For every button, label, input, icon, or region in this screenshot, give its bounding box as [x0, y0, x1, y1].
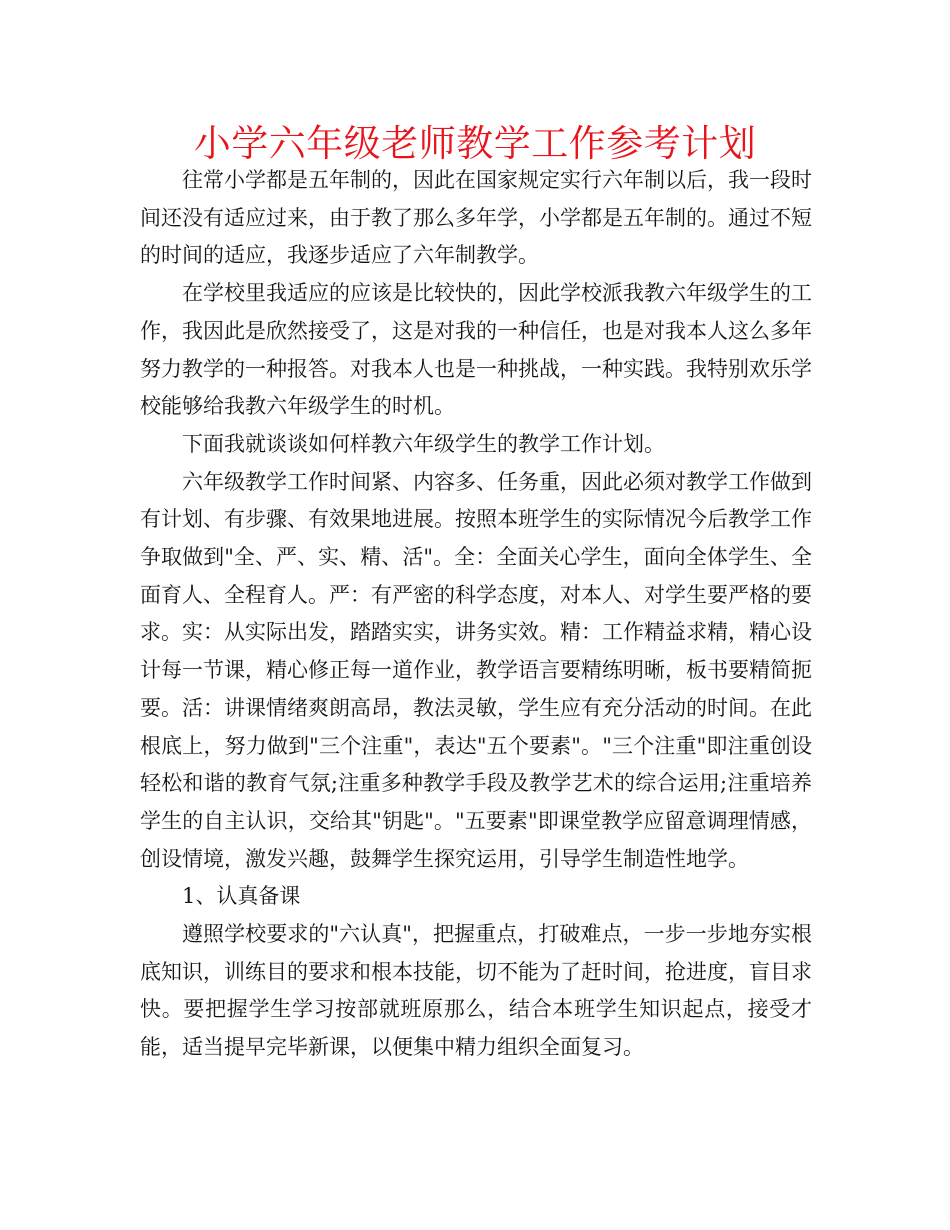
- paragraph-intro: 往常小学都是五年制的，因此在国家规定实行六年制以后，我一段时间还没有适应过来，由于教了那么多年学，小学都是五年制的。通过不短的时间的适应，我逐步适应了六年制教学。: [140, 168, 812, 268]
- paragraph-principles: 六年级教学工作时间紧、内容多、任务重，因此必须对教学工作做到有计划、有步骤、有效果地进展。按照本班学生的实际情况今后教学工作争取做到"全、严、实、精、活"。全：全面关心学生，面向全体学生、全面育人、全程育人。严：有严密的科学态度，对本人、对学生要严格的要求。实：从实际出发，踏踏实实，讲务实效。精：工作精益求精，精心设计每一节课，精心修正每一道作业，教学语言要精练明晰，板书要精简扼要。活：讲课情绪爽朗高昂，教法灵敏，学生应有充分活动的时间。在此根底上，努力做到"三个注重"，表达"五个要素"。"三个注重"即注重创设轻松和谐的教育气氛;注重多种教学手段及教学艺术的综合运用;注重培养学生的自主认识，交给其"钥匙"。"五要素"即课堂教学应留意调理情感，创设情境，激发兴趣，鼓舞学生探究运用，引导学生制造性地学。: [140, 469, 812, 871]
- paragraph-prepare-lessons: 遵照学校要求的"六认真"，把握重点，打破难点，一步一步地夯实根底知识，训练目的要求和根本技能，切不能为了赶时间，抢进度，盲目求快。要把握学生学习按部就班原那么，结合本班学生知识起点，接受才能，适当提早完毕新课，以便集中精力组织全面复习。: [140, 922, 812, 1060]
- paragraph-assignment: 在学校里我适应的应该是比较快的，因此学校派我教六年级学生的工作，我因此是欣然接受了，这是对我的一种信任，也是对我本人这么多年努力教学的一种报答。对我本人也是一种挑战，一种实践。我特别欢乐学校能够给我教六年级学生的时机。: [140, 281, 812, 419]
- section-heading-prepare-lessons: 1、认真备课: [182, 884, 301, 909]
- paragraph-lead-in: 下面我就谈谈如何样教六年级学生的教学工作计划。: [182, 431, 665, 456]
- document-title: 小学六年级老师教学工作参考计划: [193, 122, 757, 165]
- document-body: [140, 162, 812, 1067]
